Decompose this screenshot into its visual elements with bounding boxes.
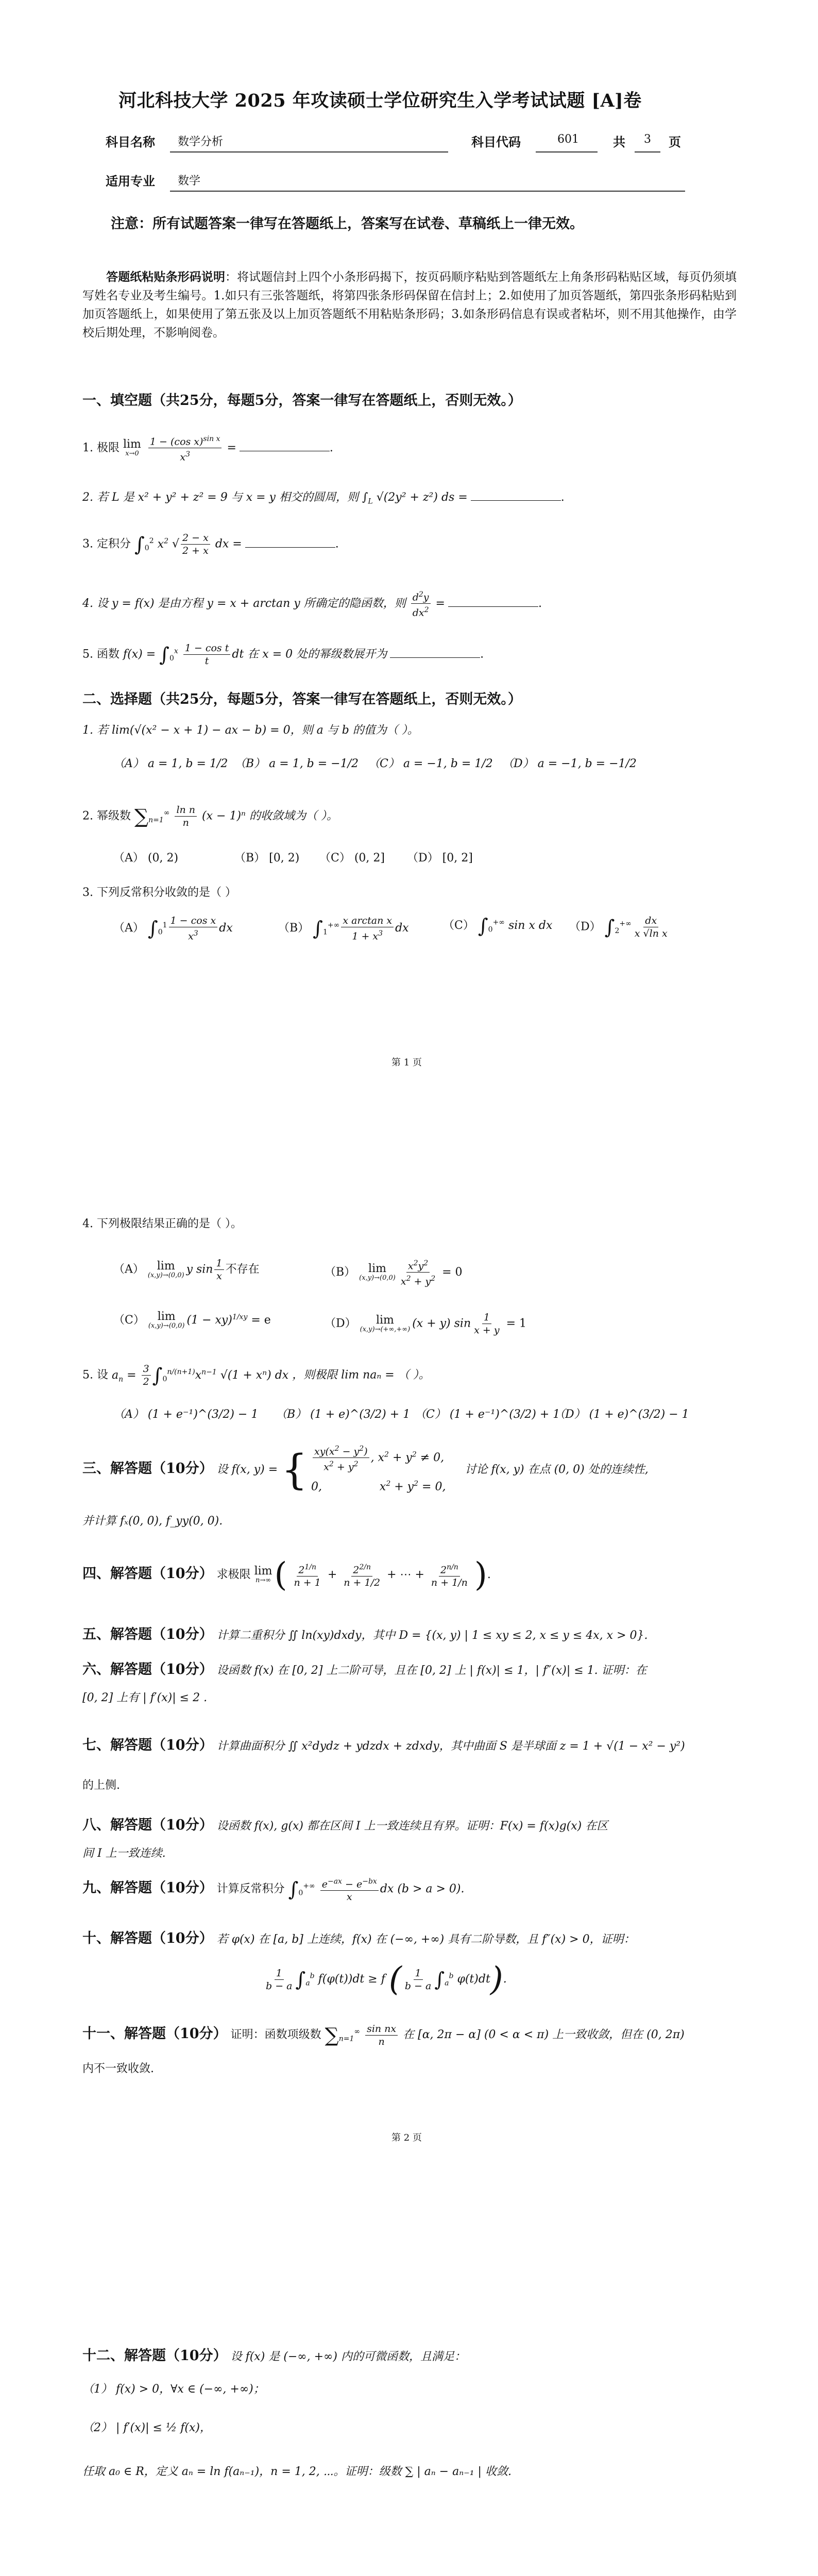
choice-q3-option-d: （D） $\int_2^{+\infty}$ $\frac{dx}{\text{x √ln x}}$ bbox=[569, 915, 668, 939]
instructions-lead: 答题纸粘贴条形码说明 bbox=[106, 270, 226, 284]
choice-q1-option-a: （A） a = 1, b = 1/2 bbox=[113, 757, 228, 770]
subject-code-underline bbox=[536, 151, 598, 152]
choice-q5-prefix: 5. 设 bbox=[82, 1368, 108, 1382]
fill-q1-prefix: 1. 极限 bbox=[82, 441, 120, 454]
choice-q4-option-a: （A） lim (x,y)→(0,0) y sin $\frac{1}{x}$ 不存在 bbox=[113, 1258, 260, 1282]
instructions-text: ：将试题信封上四个小条形码揭下，按页码顺序粘贴到答题纸左上角条形码粘贴区域，每页仍须填写姓名专业及考生编号。1.如只有三张答题纸，将第四张条形码保留在信封上；2.如使用了加页答题纸，第四张条形码粘贴到加页答题纸上，如果使用了第五张及以上加页答题纸不用粘贴条形码；3.如条形码信息有误或者粘坏，则不用其他操作，由学校后期处理，不影响阅卷。 bbox=[82, 270, 737, 340]
section-fill-heading: 一、填空题（共25分，每题5分，答案一律写在答题纸上，否则无效。） bbox=[82, 393, 522, 409]
major-value: 数学 bbox=[178, 175, 201, 188]
problem-9: 九、解答题（10分） 计算反常积分 $\int_0^{+\infty}$ $\frac{e^{-ax} - e^{-bx}}{x}$ dx (b > a > 0). bbox=[82, 1875, 465, 1903]
subject-name-label: 科目名称 bbox=[106, 134, 155, 149]
choice-question-5: 5. 设 $a_n$ = $\frac{3}{2}$ $\int_0^{n/(n+1)}x^{n-1}$ √(1 + xⁿ) dx ，则极限 lim naₙ = （ ）。 bbox=[82, 1363, 430, 1387]
choice-q1-option-b: （B） a = 1, b = −1/2 bbox=[234, 757, 359, 770]
problem-3-heading: 三、解答题（10分） bbox=[82, 1460, 213, 1477]
choice-q3-option-b: （B） $\int_1^{+\infty}$ $\frac{\text{x arctan x}}{1 + x^3}$ dx bbox=[278, 915, 409, 942]
answer-notice: 注意：所有试题答案一律写在答题纸上，答案写在试卷、草稿纸上一律无效。 bbox=[111, 216, 584, 232]
choice-q1-option-c: （C） a = −1, b = 1/2 bbox=[368, 757, 493, 770]
choice-q2-option-c: （C） (0, 2] bbox=[319, 852, 385, 865]
problem-6-text: 设函数 f(x) 在 [0, 2] 上二阶可导，且在 [0, 2] 上 | f(x)| ≤ 1，| f″(x)| ≤ 1. 证明：在 bbox=[216, 1664, 647, 1677]
fill-q5-prefix: 5. 函数 bbox=[82, 648, 120, 661]
choice-q1-option-d: （D） a = −1, b = −1/2 bbox=[502, 757, 637, 770]
problem-5 bbox=[82, 1623, 647, 1643]
choice-q5-option-b: （B） (1 + e)^(3/2) + 1 bbox=[276, 1408, 411, 1421]
exam-title: 河北科技大学 2025 年攻读硕士学位研究生入学考试试题 [A]卷 bbox=[118, 90, 642, 111]
problem-12-condition-1: （1） f(x) > 0，∀x ∈ (−∞, +∞)； bbox=[82, 2383, 265, 2396]
total-pages-value: 3 bbox=[644, 133, 651, 146]
problem-11-tail: 在 [α, 2π − α] (0 < α < π) 上一致收敛，但在 (0, 2π) bbox=[403, 2028, 685, 2041]
problem-12 bbox=[82, 2344, 466, 2364]
section-choice-heading: 二、选择题（共25分，每题5分，答案一律写在答题纸上，否则无效。） bbox=[82, 691, 522, 707]
problem-11-text: 证明：函数项级数 bbox=[230, 2028, 321, 2041]
problem-7-text: 计算曲面积分 ∬ x²dydz + ydzdx + zdxdy，其中曲面 S 是半球面 z = 1 + √(1 − x² − y²) bbox=[216, 1740, 685, 1753]
fill-q1-limit: lim x→0 bbox=[123, 437, 141, 457]
choice-q3-option-a: （A） $\int_0^1$ $\frac{\text{1 − cos x}}{x^3}$ dx bbox=[113, 915, 233, 942]
fill-q1-blank bbox=[240, 440, 330, 451]
fill-q4-eq: = bbox=[435, 597, 445, 610]
choice-q3-option-c: （C） $\int_0^{+\infty}$ sin x dx bbox=[443, 914, 553, 937]
fill-q4-blank bbox=[448, 596, 538, 607]
fill-q3-blank bbox=[245, 537, 335, 548]
choice-q4-c-label: （C） bbox=[113, 1314, 145, 1327]
total-pages-underline bbox=[635, 151, 660, 152]
choice-q3-d-label: （D） bbox=[569, 920, 601, 934]
choice-q3-a-label: （A） bbox=[113, 922, 144, 935]
choice-question-1: 1. 若 lim(√(x² − x + 1) − ax − b) = 0，则 a 与 b 的值为（ ）。 bbox=[82, 724, 419, 737]
fill-q4-text: 4. 设 y = f(x) 是由方程 y = x + arctan y 所确定的隐函数，则 bbox=[82, 597, 406, 610]
fill-q2-tail: √(2y² + z²) ds = bbox=[376, 491, 468, 504]
problem-5-text: 计算二重积分 ∬ ln(xy)dxdy，其中 D = {(x, y) | 1 ≤ xy ≤ 2, x ≤ y ≤ 4x, x > 0}. bbox=[216, 1629, 648, 1642]
fill-question-2: 2. 若 L 是 x² + y² + z² = 9 与 x = y 相交的圆周，则 $\int_L$ √(2y² + z²) ds = . bbox=[82, 491, 565, 506]
choice-q2-option-a: （A） (0, 2) bbox=[113, 852, 179, 865]
choice-q4-a-label: （A） bbox=[113, 1263, 144, 1276]
fill-question-1: 1. 极限 lim x→0 $\frac{1 - (\cos x)^{sin x}}{x^3}$ = . bbox=[82, 433, 333, 464]
fill-q1-eq: = bbox=[227, 441, 236, 454]
barcode-instructions bbox=[82, 268, 737, 342]
fill-q5-blank bbox=[390, 647, 480, 658]
choice-question-3: 3. 下列反常积分收敛的是（ ） bbox=[82, 886, 236, 899]
choice-q2-option-d: （D） [0, 2] bbox=[407, 852, 473, 865]
fill-q3-prefix: 3. 定积分 bbox=[82, 537, 131, 551]
problem-8 bbox=[82, 1814, 608, 1834]
choice-q5-option-a: （A） (1 + e⁻¹)^(3/2) − 1 bbox=[113, 1408, 259, 1421]
choice-q2-option-b: （B） [0, 2) bbox=[234, 852, 300, 865]
total-label: 共 bbox=[613, 134, 625, 149]
problem-7-tail: 的上侧. bbox=[82, 1779, 120, 1792]
choice-q3-b-label: （B） bbox=[278, 922, 310, 935]
choice-q4-option-d: （D） lim (x,y)→(+∞,+∞) (x + y) sin $\frac{1}{x + y}$ = 1 bbox=[325, 1312, 527, 1336]
subject-code-label: 科目代码 bbox=[471, 134, 521, 149]
subject-code-value: 601 bbox=[557, 133, 579, 146]
choice-q5-option-c: （C） (1 + e⁻¹)^(3/2) + 1 bbox=[415, 1408, 560, 1421]
problem-9-heading: 九、解答题（10分） bbox=[82, 1880, 213, 1896]
fill-question-3: 3. 定积分 $\int_0^2$ $x^2$ √ $\frac{2 - x}{2 + x}$ dx = . bbox=[82, 532, 339, 556]
problem-12-condition-2: （2） | f′(x)| ≤ ½ f(x)， bbox=[82, 2421, 211, 2434]
choice-question-2: 2. 幂级数 $\sum_{n=1}^\infty$ $\frac{\text{ln n}}{n}$ (x − 1)ⁿ 的收敛域为（ ）。 bbox=[82, 804, 338, 828]
choice-q3-c-label: （C） bbox=[443, 919, 474, 932]
problem-10 bbox=[82, 1927, 635, 1947]
problem-7 bbox=[82, 1734, 685, 1754]
problem-3-tail2: 并计算 fₓ(0, 0), f_yy(0, 0). bbox=[82, 1515, 223, 1528]
problem-8-text: 设函数 f(x), g(x) 都在区间 I 上一致连续且有界。证明：F(x) = f(x)g(x) 在区 bbox=[216, 1820, 608, 1833]
subject-name-value: 数学分析 bbox=[178, 135, 224, 148]
pages-label: 页 bbox=[669, 134, 681, 149]
fill-q2-text: 2. 若 L 是 x² + y² + z² = 9 与 x = y 相交的圆周，则 ∫ bbox=[82, 491, 368, 504]
fill-q1-fraction: $\frac{1 - (\cos x)^{sin x}}{x^3}$ bbox=[148, 433, 222, 464]
choice-q4-option-b: （B） lim (x,y)→(0,0) $\frac{x^2y^2}{x^2 + y^2}$ = 0 bbox=[325, 1257, 463, 1288]
problem-5-heading: 五、解答题（10分） bbox=[82, 1626, 213, 1642]
fill-q3-tail: dx = bbox=[215, 537, 242, 551]
choice-q2-prefix: 2. 幂级数 bbox=[82, 809, 131, 823]
page-number-1: 第 1 页 bbox=[391, 1057, 422, 1068]
choice-q4-option-c: （C） lim (x,y)→(0,0) (1 − xy)$^{1/xy}$ = e bbox=[113, 1310, 271, 1330]
problem-6 bbox=[82, 1658, 647, 1678]
problem-7-heading: 七、解答题（10分） bbox=[82, 1737, 213, 1753]
problem-3-tail: 讨论 f(x, y) 在点 (0, 0) 处的连续性, bbox=[465, 1463, 649, 1476]
problem-10-formula: $\frac{1}{b - a}$ $\int_a^b$ f(φ(t))dt ≥ f ( $\frac{1}{b - a}$ $\int_a^b$ φ(t)dt). bbox=[266, 1960, 507, 1998]
problem-4-text: 求极限 bbox=[216, 1568, 251, 1581]
problem-11-heading: 十一、解答题（10分） bbox=[82, 2026, 227, 2042]
fill-question-4: 4. 设 y = f(x) 是由方程 y = x + arctan y 所确定的隐函数，则 $\frac{d^2y}{dx^2}$ = . bbox=[82, 588, 542, 619]
fill-q2-blank bbox=[471, 490, 561, 501]
problem-10-text: 若 φ(x) 在 [a, b] 上连续，f(x) 在 (−∞, +∞) 具有二阶导数，且 f″(x) > 0，证明： bbox=[216, 1933, 635, 1946]
problem-8-heading: 八、解答题（10分） bbox=[82, 1817, 213, 1833]
problem-4-heading: 四、解答题（10分） bbox=[82, 1566, 213, 1582]
problem-3-text: 设 f(x, y) = bbox=[216, 1463, 278, 1476]
choice-q2-tail: (x − 1)ⁿ 的收敛域为（ ）。 bbox=[202, 809, 338, 823]
problem-12-text: 设 f(x) 是 (−∞, +∞) 内的可微函数，且满足： bbox=[230, 2350, 466, 2363]
subject-name-underline bbox=[170, 151, 448, 152]
problem-11-tail2: 内不一致收敛. bbox=[82, 2062, 154, 2075]
problem-6-tail: [0, 2] 上有 | f′(x)| ≤ 2 . bbox=[82, 1691, 208, 1704]
problem-11: 十一、解答题（10分） 证明：函数项级数 $\sum_{n=1}^\infty$ $\frac{\text{sin nx}}{n}$ 在 [α, 2π − α] (0 < α < π) 上一致收敛，但在 (0, 2π) bbox=[82, 2023, 685, 2047]
problem-12-heading: 十二、解答题（10分） bbox=[82, 2348, 227, 2364]
problem-3: 三、解答题（10分） 设 f(x, y) = { $\frac{xy(x^2 - y^2)}{x^2 + y^2}$ , $x^2 + y^2 \ne 0$, 0, $x^2 + y^2 = 0$, 讨论 f(x, y) 在点 (0, 0) 处的连续性, bbox=[82, 1443, 649, 1497]
problem-4: 四、解答题（10分） 求极限 lim n→∞ ( $\frac{2^{1/n}}{n + 1}$ + $\frac{2^{2/n}}{n + 1/2}$ + ⋯ + $\frac{2^{n/n}}{n + 1/n}$ ). bbox=[82, 1556, 491, 1594]
choice-q4-b-label: （B） bbox=[325, 1265, 356, 1279]
major-label: 适用专业 bbox=[106, 174, 155, 189]
choice-question-4: 4. 下列极限结果正确的是（ ）。 bbox=[82, 1217, 242, 1230]
choice-q5-option-d: （D） (1 + e)^(3/2) − 1 bbox=[554, 1408, 689, 1421]
problem-6-heading: 六、解答题（10分） bbox=[82, 1662, 213, 1677]
fill-question-5: 5. 函数 $f(x) = \int_0^x$ $\frac{\text{1 − cos t}}{t}$ dt 在 x = 0 处的幂级数展开为 . bbox=[82, 642, 484, 667]
problem-9-tail: (b > a > 0). bbox=[397, 1883, 465, 1896]
problem-10-heading: 十、解答题（10分） bbox=[82, 1930, 213, 1946]
major-underline bbox=[170, 191, 685, 192]
choice-q5-tail: ，则极限 lim naₙ = （ ）。 bbox=[292, 1368, 430, 1382]
problem-8-tail: 间 I 上一致连续. bbox=[82, 1847, 166, 1860]
fill-q5-tail: 在 x = 0 处的幂级数展开为 bbox=[247, 648, 387, 661]
problem-12-final: 任取 a₀ ∈ R，定义 aₙ = ln f(aₙ₋₁)，n = 1, 2, ⋯。证明：级数 ∑ | aₙ − aₙ₋₁ | 收敛. bbox=[82, 2465, 512, 2478]
problem-9-text: 计算反常积分 bbox=[216, 1883, 285, 1896]
page-number-2: 第 2 页 bbox=[391, 2132, 422, 2143]
choice-q4-d-label: （D） bbox=[325, 1317, 356, 1330]
